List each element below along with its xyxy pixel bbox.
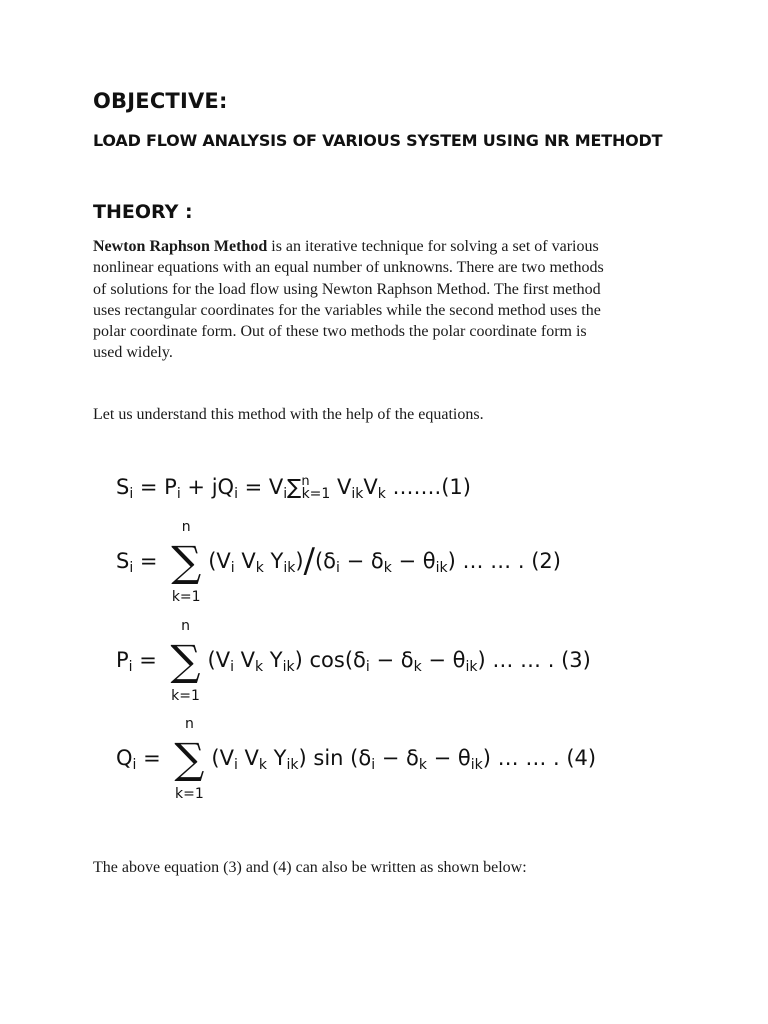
sum-bottom: k=1 [175,786,204,802]
equation-3: $P_i$ = n ∑ k=1 ($V_i$ $V_k$ $Y_{ik}$) $\cos(\delta_i - \delta_k - \theta_{ik})$ … … . (3) [116,618,591,704]
understand-text: Let us understand this method with the help of the equations. [93,406,484,423]
objective-subtitle: LOAD FLOW ANALYSIS OF VARIOUS SYSTEM USING NR METHODT [93,131,663,150]
equation-2: $S_i$ = n ∑ k=1 ($V_i$ $V_k$ $Y_{ik})/(\delta_i - \delta_k - \theta_{ik})$ … … . (2) [116,519,561,605]
equation-1: $S_i = P_i + jQ_i = V_i\sum^n_{k=1}$ $V_{ik}V_k$ …….(1) [116,474,471,502]
eq4-lhs-sub: i [132,757,137,773]
eq3-label: … … . (3) [492,648,591,672]
eq2-lhs-sub: i [129,560,134,576]
eq3-func: cos [309,648,345,672]
equation-4: $Q_i$ = n ∑ k=1 ($V_i$ $V_k$ $Y_{ik}$) $\sin (\delta_i - \delta_k - \theta_{ik})$ … … . (4) [116,716,597,802]
sum-bottom: k=1 [171,688,200,704]
sum-top: n [181,618,190,634]
eq4-label: … … . (4) [497,746,597,770]
para-line-2: nonlinear equations with an equal number of unknowns. There are two methods [93,259,604,277]
para-line-3: of solutions for the load flow using Newton Raphson Method. The first method [93,280,601,298]
theory-paragraph [93,236,693,364]
eq1-lhs: S [116,475,130,499]
sum-top: n [181,519,191,535]
eq4-func: sin [313,746,344,770]
para-line-1: is an iterative technique for solving a set of various [267,238,599,255]
theory-heading: THEORY : [93,201,193,223]
para-line-4: uses rectangular coordinates for the variables while the second method uses the [93,301,601,319]
objective-heading: OBJECTIVE: [93,89,228,113]
sum-bottom: k=1 [171,589,201,605]
sum-top: n [184,716,194,732]
eq3-summation: n ∑ k=1 [166,640,206,682]
eq4-lhs: Q [116,746,133,770]
eq2-summation: n ∑ k=1 [166,541,206,583]
eq1-lhs-sub: i [129,486,134,502]
para-line-6: used widely. [93,344,173,362]
eq3-lhs-sub: i [128,659,133,675]
eq2-lhs: S [116,549,130,573]
bold-lead: Newton Raphson Method [93,238,268,255]
eq2-label: … … . (2) [462,549,561,573]
eq4-summation: n ∑ k=1 [169,738,209,780]
eq1-label: …….(1) [392,475,471,499]
above-text: The above equation (3) and (4) can also be written as shown below: [93,859,527,876]
eq3-lhs: P [116,648,129,672]
para-line-5: polar coordinate form. Out of these two methods the polar coordinate form is [93,323,587,341]
